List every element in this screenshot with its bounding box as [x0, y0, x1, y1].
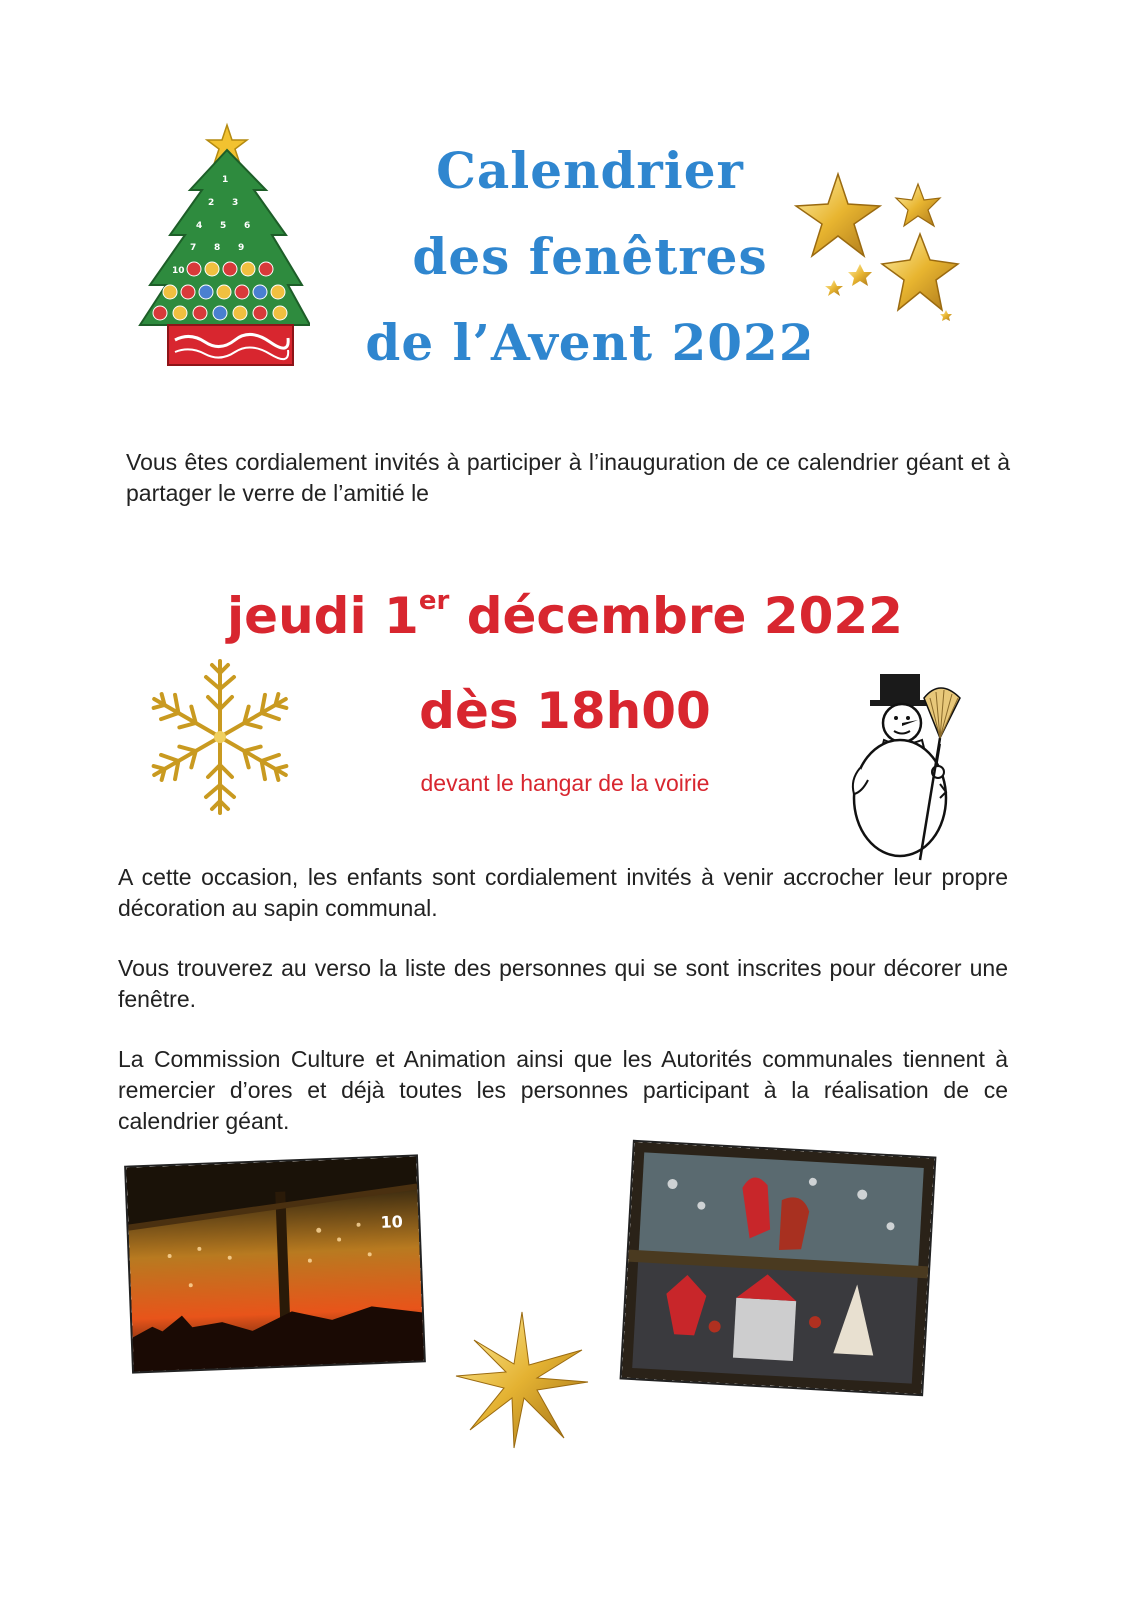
- tree-number-8: 8: [214, 243, 221, 253]
- snowman-illustration: [840, 668, 970, 863]
- event-date: [200, 586, 930, 645]
- photo-decorated-window-2: [622, 1142, 935, 1394]
- window-number: 10: [380, 1212, 404, 1232]
- tree-number-10: 10: [172, 266, 185, 276]
- event-date-prefix: jeudi 1: [227, 587, 419, 645]
- event-date-ordinal: er: [418, 586, 450, 616]
- event-date-suffix: décembre 2022: [449, 587, 903, 645]
- event-location: devant le hangar de la voirie: [420, 770, 710, 796]
- page-title: [330, 128, 850, 386]
- tree-number-1: 1: [222, 175, 229, 185]
- paragraph-thanks: La Commission Culture et Animation ainsi que les Autorités communales tiennent à remercier d’ores et déjà toutes les personnes participant à la réalisation de ce calendrier géant.: [118, 1046, 1008, 1134]
- photo-decorated-window-1: [126, 1157, 424, 1372]
- advent-tree-illustration: [130, 120, 310, 380]
- title-line-1: Calendrier: [436, 141, 744, 200]
- invitation-text: Vous êtes cordialement invités à participer à l’inauguration de ce calendrier géant et à partager le verre de l’amitié le: [126, 449, 1010, 506]
- gold-star-bottom-illustration: [452, 1310, 592, 1450]
- title-line-3: de l’Avent 2022: [365, 313, 815, 372]
- tree-number-4: 4: [196, 221, 203, 231]
- gold-stars-illustration: [790, 168, 970, 328]
- tree-number-2: 2: [208, 198, 215, 208]
- tree-number-9: 9: [238, 243, 245, 253]
- paragraph-list: Vous trouverez au verso la liste des personnes qui se sont inscrites pour décorer une fenêtre.: [118, 955, 1008, 1012]
- tree-number-3: 3: [232, 198, 239, 208]
- title-line-2: des fenêtres: [412, 227, 768, 286]
- tree-number-6: 6: [244, 221, 251, 231]
- event-time: dès 18h00: [419, 682, 711, 740]
- snowflake-illustration: [140, 655, 300, 820]
- tree-number-7: 7: [190, 243, 197, 253]
- paragraph-children: A cette occasion, les enfants sont cordialement invités à venir accrocher leur propre décoration au sapin communal.: [118, 864, 1008, 921]
- tree-number-5: 5: [220, 221, 227, 231]
